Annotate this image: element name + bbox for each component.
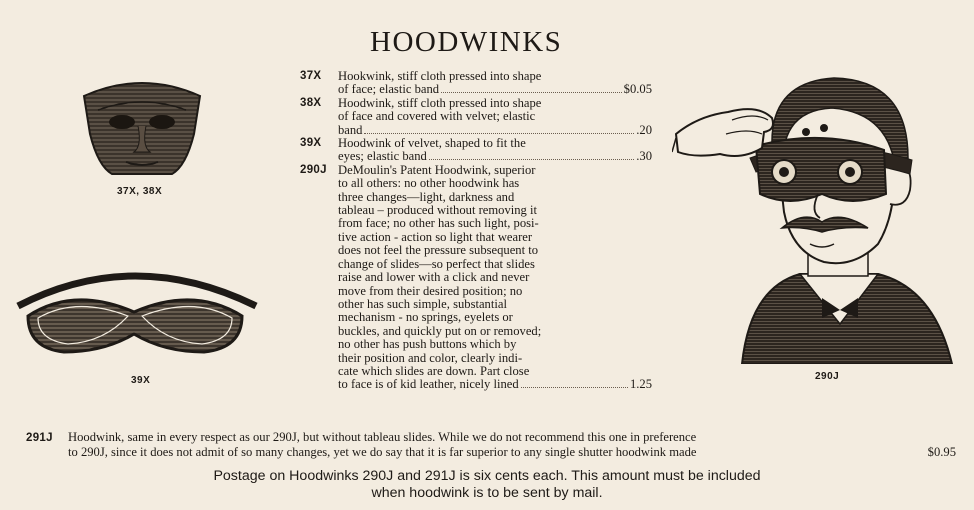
description-last-line xyxy=(338,124,652,137)
catalog-list xyxy=(300,70,652,392)
item-price: $0.05 xyxy=(623,82,652,97)
description-line: three changes—light, darkness and xyxy=(338,189,515,204)
eye-band-illustration xyxy=(4,254,268,366)
item-code: 38X xyxy=(300,96,322,109)
item-code: 290J xyxy=(300,163,327,176)
leader-dots xyxy=(521,386,628,388)
item-price: .20 xyxy=(636,122,652,137)
description-line: mechanism - no springs, eyelets or xyxy=(338,310,513,325)
description-line: other has such simple, substantial xyxy=(338,296,507,311)
description-line: no other has push buttons which by xyxy=(338,337,517,352)
footnote-line-2: to 290J, since it does not admit of so many changes, yet we do say that it is far superior to any single shutter hoodwink made xyxy=(68,444,697,459)
description-line: change of slides—so perfect that slides xyxy=(338,256,535,271)
item-code: 39X xyxy=(300,137,322,150)
footnote-line-1: Hoodwink, same in every respect as our 290J, but without tableau slides. While we do not recommend this one in preference xyxy=(68,430,697,444)
description-line: move from their desired position; no xyxy=(338,283,523,298)
leader-dots xyxy=(429,158,634,160)
description-line: of face and covered with velvet; elastic xyxy=(338,109,536,124)
postage-line-1: Postage on Hoodwinks 290J and 291J is six cents each. This amount must be included xyxy=(213,468,761,484)
description-line: buckles, and quickly put on or removed; xyxy=(338,323,542,338)
postage-line-2: when hoodwink is to be sent by mail. xyxy=(371,485,603,501)
description-line: band xyxy=(338,122,363,137)
description-line: their position and color, clearly indi- xyxy=(338,350,523,365)
footnote-item xyxy=(26,431,956,459)
description-line: from face; no other has such light, posi- xyxy=(338,216,539,231)
item-description xyxy=(338,97,652,137)
description-line: Hookwink, stiff cloth pressed into shape xyxy=(338,69,542,83)
description-line: tive action - action so light that wearer xyxy=(338,229,533,244)
description-line: cate which slides are down. Part close xyxy=(338,363,530,378)
page-title: HOODWINKS xyxy=(370,26,563,58)
leader-dots xyxy=(364,132,634,134)
item-code: 291J xyxy=(26,432,53,444)
catalog-item xyxy=(300,70,652,97)
catalog-item xyxy=(300,137,652,164)
description-line: eyes; elastic band xyxy=(338,149,427,164)
description-line: to all others: no other hoodwink has xyxy=(338,176,520,191)
description-last-line xyxy=(338,83,652,96)
description-line: does not feel the pressure subsequent to xyxy=(338,243,539,258)
man-caption: 290J xyxy=(815,371,840,382)
catalog-item xyxy=(300,97,652,137)
item-code: 37X xyxy=(300,70,322,82)
description-line: of face; elastic band xyxy=(338,82,440,97)
face-mask-illustration xyxy=(76,74,208,186)
description-line: raise and lower with a click and never xyxy=(338,270,530,285)
mask-caption: 37X, 38X xyxy=(117,186,163,197)
description-line: Hoodwink, stiff cloth pressed into shape xyxy=(338,95,542,110)
item-price: 1.25 xyxy=(629,377,652,392)
description-last-line xyxy=(338,378,652,391)
band-caption: 39X xyxy=(131,375,151,386)
description-line: DeMoulin's Patent Hoodwink, superior xyxy=(338,162,536,177)
postage-notice xyxy=(0,468,974,502)
catalog-item xyxy=(300,164,652,392)
item-description xyxy=(338,137,652,164)
item-description xyxy=(338,70,652,97)
man-with-hoodwink-illustration xyxy=(672,62,962,364)
leader-dots xyxy=(441,91,622,93)
description-line: tableau – produced without removing it xyxy=(338,203,538,218)
item-price: $0.95 xyxy=(927,444,956,459)
item-description xyxy=(338,164,652,392)
description-last-line xyxy=(338,150,652,163)
description-line: to face is of kid leather, nicely lined xyxy=(338,377,519,392)
description-line: Hoodwink of velvet, shaped to fit the xyxy=(338,136,526,151)
item-price: .30 xyxy=(636,149,652,164)
